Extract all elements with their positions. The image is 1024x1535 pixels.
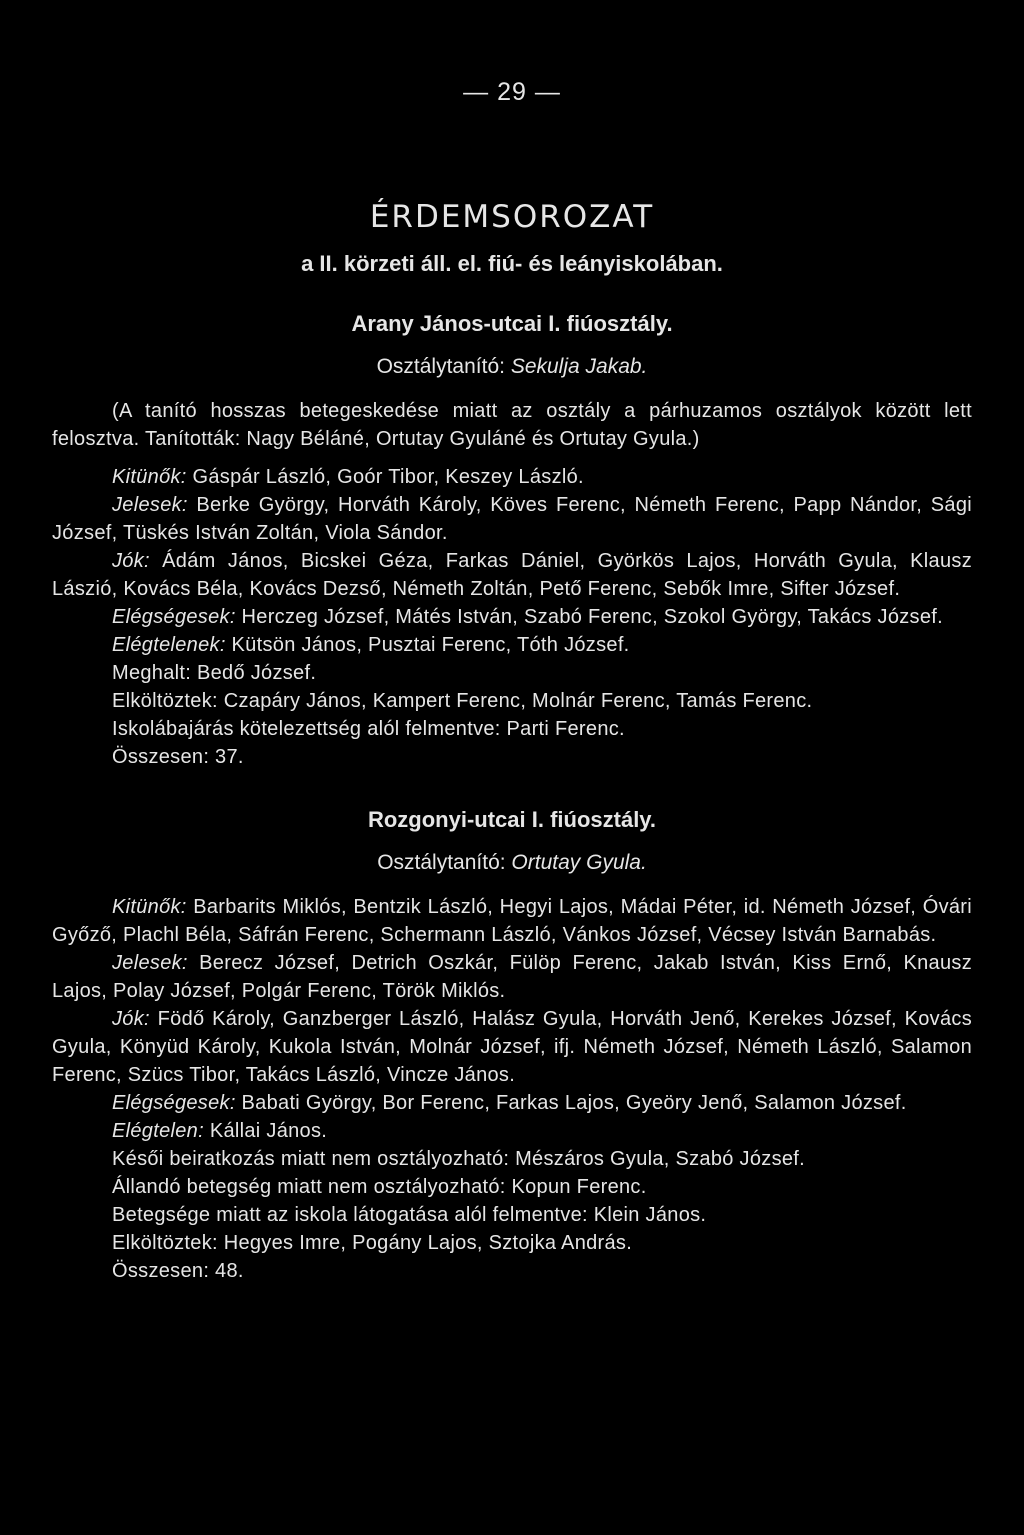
grade-label: Kitünők: [112, 896, 187, 918]
grade-label: Elégségesek: [112, 1092, 236, 1114]
class-section-rozgonyi [52, 807, 972, 1285]
grade-kitunok [52, 893, 972, 949]
grade-label: Jelesek: [112, 494, 188, 516]
meghalt-line: Meghalt: Bedő József. [112, 662, 317, 684]
grade-elegtelenek [52, 631, 972, 659]
grade-elegtelen [52, 1117, 972, 1145]
section-note: (A tanító hosszas betegeskedése miatt az osztály a párhuzamos osztályok között lett felosztva. Tanították: Nagy Béláné, Ortutay Gyuláné és Ortutay Gyula.) [52, 400, 972, 450]
grade-jok [52, 1005, 972, 1089]
class-title: Rozgonyi-utcai I. fiúosztály. [367, 807, 657, 832]
document-page [52, 78, 972, 1285]
felmentve-line: Iskolábajárás kötelezettség alól felmentve: Parti Ferenc. [112, 718, 625, 740]
grade-jelesek [52, 949, 972, 1005]
teacher-label: Osztálytanító: [376, 355, 505, 378]
elkoltoztek-line: Elköltöztek: Czapáry János, Kampert Ferenc, Molnár Ferenc, Tamás Ferenc. [112, 690, 813, 712]
grade-names: Berecz József, Detrich Oszkár, Fülöp Ferenc, Jakab István, Kiss Ernő, Knausz Lajos, Polay József, Polgár Ferenc, Török Miklós. [52, 952, 972, 1002]
grade-names: Kütsön János, Pusztai Ferenc, Tóth József. [231, 634, 630, 656]
grade-names: Ádám János, Bicskei Géza, Farkas Dániel, Györkös Lajos, Horváth Gyula, Klausz Lászió, Kovács Béla, Kovács Dezső, Németh Zoltán, Pető Ferenc, Sebők Imre, Sifter József. [52, 550, 972, 600]
class-title: Arany János-utcai I. fiúosztály. [351, 311, 673, 336]
elkoltoztek-line: Elköltöztek: Hegyes Imre, Pogány Lajos, Sztojka András. [112, 1232, 633, 1254]
total-line: Összesen: 37. [112, 746, 244, 768]
betegsege-line: Betegsége miatt az iskola látogatása alól felmentve: Klein János. [112, 1204, 707, 1226]
teacher-label: Osztálytanító: [377, 851, 506, 874]
class-teacher [52, 851, 972, 875]
grade-names: Berke György, Horváth Károly, Köves Ferenc, Németh Ferenc, Papp Nándor, Sági József, Tüskés István Zoltán, Viola Sándor. [52, 494, 972, 544]
grade-names: Barbarits Miklós, Bentzik László, Hegyi Lajos, Mádai Péter, id. Németh József, Óvári Győző, Plachl Béla, Sáfrán Ferenc, Schermann László, Vánkos József, Vécsey István Barnabás. [52, 896, 972, 946]
document-subtitle: a II. körzeti áll. el. fiú- és leányiskolában. [301, 251, 723, 276]
grade-names: Herczeg József, Mátés István, Szabó Ferenc, Szokol György, Takács József. [241, 606, 943, 628]
grade-names: Babati György, Bor Ferenc, Farkas Lajos, Gyeöry Jenő, Salamon József. [241, 1092, 907, 1114]
grade-label: Jelesek: [112, 952, 188, 974]
kesoi-line: Késői beiratkozás miatt nem osztályozható: Mészáros Gyula, Szabó József. [112, 1148, 806, 1170]
class-section-arany [52, 311, 972, 771]
grade-label: Elégtelen: [112, 1120, 204, 1142]
teacher-name: Sekulja Jakab. [510, 355, 648, 378]
grade-label: Jók: [112, 1008, 150, 1030]
grade-label: Elégtelenek: [112, 634, 226, 656]
grade-jelesek [52, 491, 972, 547]
grade-elegsegesek [52, 1089, 972, 1117]
grade-names: Födő Károly, Ganzberger László, Halász Gyula, Horváth Jenő, Kerekes József, Kovács Gyula, Könyüd Károly, Kukola István, Molnár József, ifj. Németh József, Németh László, Salamon Ferenc, Szücs Tibor, Takács László, Vincze János. [52, 1008, 973, 1086]
grade-jok [52, 547, 972, 603]
grade-elegsegesek [52, 603, 972, 631]
grade-kitunok [52, 463, 972, 491]
grade-names: Gáspár László, Goór Tibor, Keszey László. [192, 466, 584, 488]
teacher-name: Ortutay Gyula. [511, 851, 647, 874]
grade-names: Kállai János. [209, 1120, 328, 1142]
grade-label: Elégségesek: [112, 606, 236, 628]
class-teacher [52, 355, 972, 379]
page-number: — 29 — [463, 78, 561, 106]
grade-label: Kitünők: [112, 466, 187, 488]
document-title: ÉRDEMSOROZAT [369, 199, 655, 235]
allando-line: Állandó betegség miatt nem osztályozható: Kopun Ferenc. [112, 1176, 647, 1198]
grade-label: Jók: [112, 550, 150, 572]
total-line: Összesen: 48. [112, 1260, 244, 1282]
